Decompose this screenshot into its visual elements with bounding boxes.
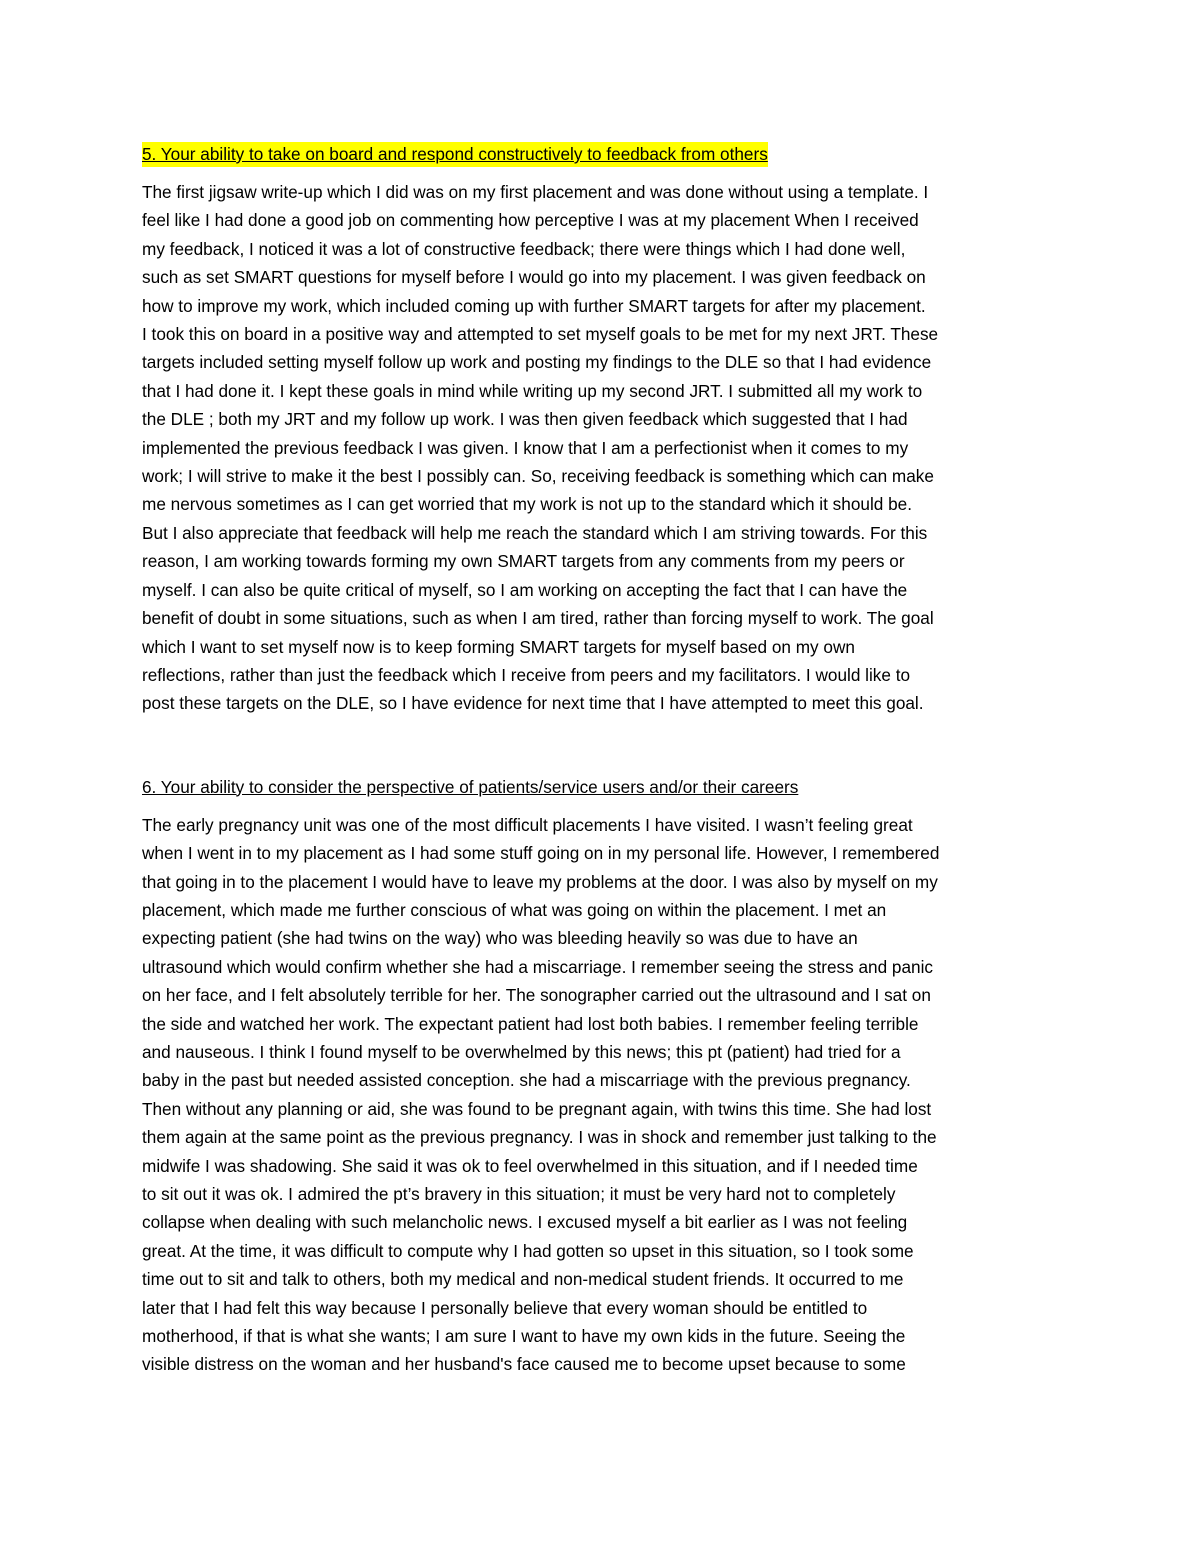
section-5-heading (142, 141, 1066, 167)
paragraph-line: motherhood, if that is what she wants; I am sure I want to have my own kids in the future. Seeing the (142, 1326, 906, 1347)
paragraph-line: The first jigsaw write-up which I did was on my first placement and was done without using a template. I (142, 182, 929, 202)
paragraph-line: me nervous sometimes as I can get worried that my work is not up to the standard which it should be. (142, 494, 912, 515)
document-body (142, 141, 1066, 1379)
paragraph-line: to sit out it was ok. I admired the pt’s bravery in this situation; it must be very hard not to completely (142, 1184, 896, 1204)
paragraph-line: time out to sit and talk to others, both my medical and non-medical student friends. It occurred to me (142, 1269, 904, 1290)
section-5 (142, 141, 1066, 718)
paragraph-line: The early pregnancy unit was one of the most difficult placements I have visited. I wasn’t feeling great (142, 814, 913, 835)
paragraph-line: that I had done it. I kept these goals in mind while writing up my second JRT. I submitted all my work to (142, 380, 923, 401)
paragraph-line: reason, I am working towards forming my own SMART targets from any comments from my peers or (142, 551, 905, 572)
paragraph-line: post these targets on the DLE, so I have evidence for next time that I have attempted to meet this goal. (142, 693, 924, 714)
paragraph-line: ultrasound which would confirm whether she had a miscarriage. I remember seeing the stress and panic (142, 956, 934, 977)
paragraph-line: my feedback, I noticed it was a lot of constructive feedback; there were things which I had done well, (142, 238, 906, 259)
paragraph-line: I took this on board in a positive way and attempted to set myself goals to be met for my next JRT. These (142, 324, 939, 345)
paragraph-line: work; I will strive to make it the best I possibly can. So, receiving feedback is something which can make (142, 466, 934, 487)
paragraph-line: the side and watched her work. The expectant patient had lost both babies. I remember feeling terrible (142, 1013, 919, 1034)
paragraph-line: which I want to set myself now is to keep forming SMART targets for myself based on my own (142, 636, 855, 657)
paragraph-line: baby in the past but needed assisted conception. she had a miscarriage with the previous pregnancy. (142, 1070, 911, 1091)
section-6-paragraph (142, 811, 1066, 1379)
paragraph-line: visible distress on the woman and her husband's face caused me to become upset because to some (142, 1354, 906, 1375)
paragraph-line: implemented the previous feedback I was given. I know that I am a perfectionist when it comes to my (142, 437, 909, 458)
section-6 (142, 774, 1066, 1379)
paragraph-line: reflections, rather than just the feedback which I receive from peers and my facilitators. I would like to (142, 664, 911, 685)
paragraph-line: them again at the same point as the previous pregnancy. I was in shock and remember just talking to the (142, 1127, 937, 1148)
paragraph-line: when I went in to my placement as I had some stuff going on in my personal life. However, I remembered (142, 843, 940, 864)
paragraph-line: later that I had felt this way because I personally believe that every woman should be entitled to (142, 1297, 868, 1318)
paragraph-line: on her face, and I felt absolutely terrible for her. The sonographer carried out the ultrasound and I sat on (142, 985, 931, 1006)
paragraph-line: Then without any planning or aid, she was found to be pregnant again, with twins this time. She had lost (142, 1098, 932, 1119)
section-5-heading-text: 5. Your ability to take on board and respond constructively to feedback from others (142, 142, 768, 167)
paragraph-line: myself. I can also be quite critical of myself, so I am working on accepting the fact that I can have the (142, 579, 908, 600)
paragraph-line: expecting patient (she had twins on the way) who was bleeding heavily so was due to have an (142, 928, 858, 949)
paragraph-line: But I also appreciate that feedback will help me reach the standard which I am striving towards. For this (142, 522, 928, 543)
section-6-heading: 6. Your ability to consider the perspective of patients/service users and/or their careers (142, 776, 799, 797)
paragraph-line: collapse when dealing with such melancholic news. I excused myself a bit earlier as I was not feeling (142, 1212, 908, 1233)
paragraph-line: midwife I was shadowing. She said it was ok to feel overwhelmed in this situation, and if I needed time (142, 1155, 918, 1176)
paragraph-line: targets included setting myself follow up work and posting my findings to the DLE so that I had evidence (142, 352, 932, 373)
section-5-paragraph (142, 178, 1066, 718)
paragraph-line: and nauseous. I think I found myself to be overwhelmed by this news; this pt (patient) had tried for a (142, 1041, 901, 1062)
paragraph-line: feel like I had done a good job on commenting how perceptive I was at my placement When I received (142, 210, 919, 231)
paragraph-line: how to improve my work, which included coming up with further SMART targets for after my placement. (142, 295, 926, 316)
paragraph-line: such as set SMART questions for myself before I would go into my placement. I was given feedback on (142, 267, 926, 288)
paragraph-line: that going in to the placement I would have to leave my problems at the door. I was also by myself on my (142, 871, 938, 892)
paragraph-line: benefit of doubt in some situations, such as when I am tired, rather than forcing myself to work. The goal (142, 608, 934, 629)
paragraph-line: great. At the time, it was difficult to compute why I had gotten so upset in this situation, so I took some (142, 1240, 914, 1261)
paragraph-line: placement, which made me further conscious of what was going on within the placement. I met an (142, 899, 887, 920)
paragraph-line: the DLE ; both my JRT and my follow up work. I was then given feedback which suggested that I had (142, 409, 908, 430)
